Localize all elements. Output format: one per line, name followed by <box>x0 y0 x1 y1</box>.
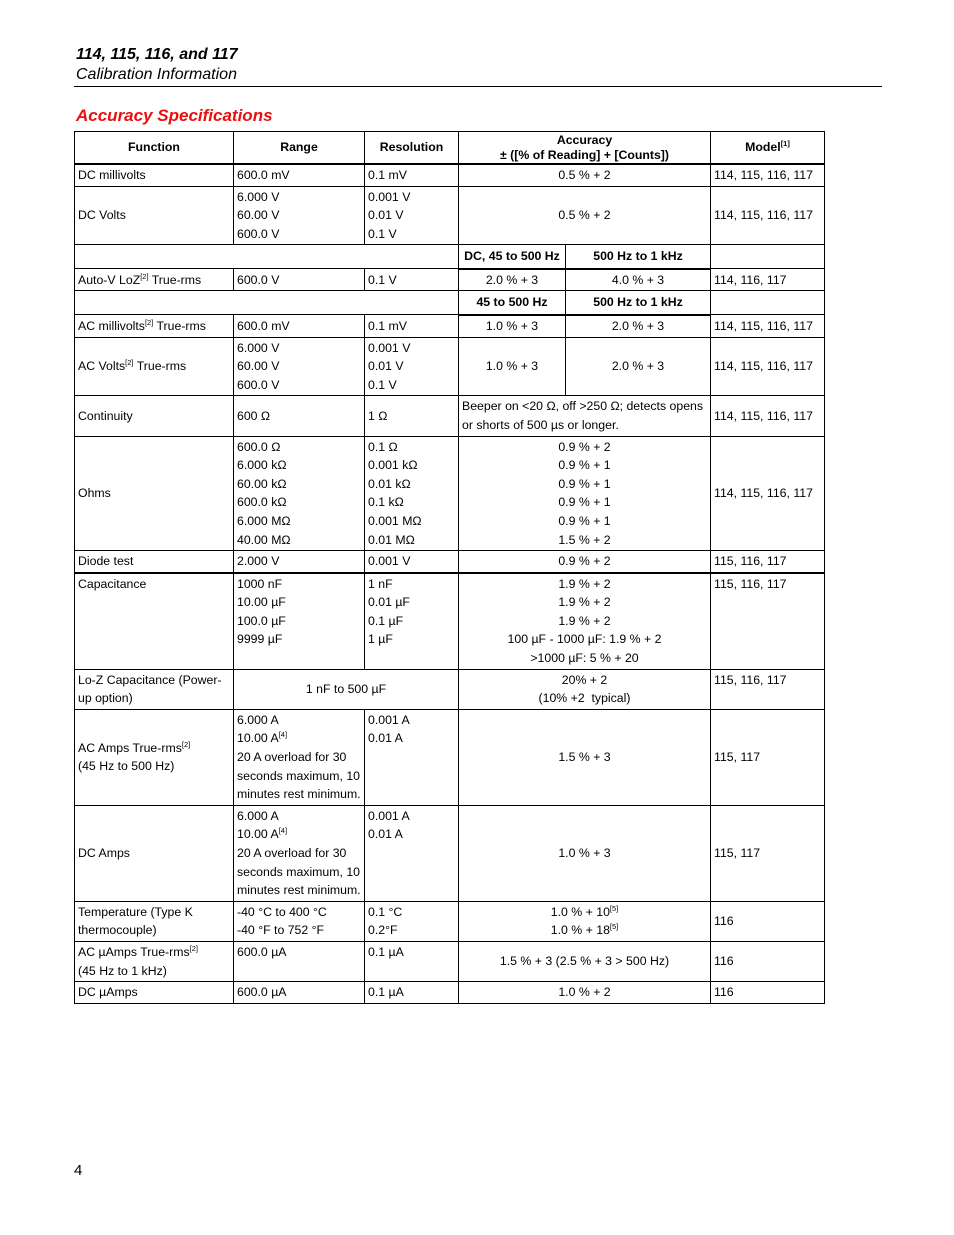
accuracy-value-line <box>462 921 707 940</box>
accuracy-value: 1.0 % + 18 <box>550 923 610 938</box>
resolution-value: 0.1 µF <box>368 613 404 628</box>
function-label-line <box>78 943 230 962</box>
function-cell <box>75 669 234 709</box>
function-label-line <box>78 739 230 758</box>
function-label: thermocouple) <box>78 923 157 938</box>
range-note: 20 A overload for 30 <box>237 750 347 765</box>
col-header-resolution: Resolution <box>365 132 459 165</box>
resolution-value: 0.001 V <box>368 189 411 204</box>
resolution-cell <box>365 186 459 245</box>
model-cell: 115, 116, 117 <box>711 669 825 709</box>
accuracy-header-line2: ± ([% of Reading] + [Counts]) <box>500 147 669 162</box>
range-value: 10.00 µF <box>237 595 286 610</box>
resolution-cell <box>365 901 459 941</box>
range-cell: 1 nF to 500 µF <box>234 669 459 709</box>
range-value: 100.0 µF <box>237 613 286 628</box>
subheader-500hz-1khz: 500 Hz to 1 kHz <box>566 291 711 315</box>
range-cell: 600.0 mV <box>234 315 365 337</box>
accuracy-cell <box>459 436 711 551</box>
empty-cell <box>711 291 825 315</box>
range-value: -40 °F to 752 °F <box>237 923 325 938</box>
accuracy-value: 100 µF - 1000 µF: 1.9 % + 2 <box>507 632 662 647</box>
accuracy-value: 0.9 % + 1 <box>558 513 611 528</box>
function-label: Temperature (Type K <box>78 904 193 919</box>
range-note: 20 A overload for 30 <box>237 846 347 860</box>
resolution-value: 0.01 V <box>368 359 404 374</box>
table-row <box>75 436 825 551</box>
table-row <box>75 269 825 291</box>
range-value: 40.00 MΩ <box>237 532 291 547</box>
function-label: AC Amps True-rms <box>78 740 182 755</box>
accuracy-value: 20% + 2 <box>561 672 608 687</box>
empty-cell <box>75 291 459 315</box>
table-row <box>75 941 825 981</box>
function-cell: Continuity <box>75 396 234 436</box>
accuracy-cell <box>459 573 711 669</box>
model-cell: 114, 115, 116, 117 <box>711 164 825 186</box>
footnote-ref: [2] <box>181 739 191 749</box>
model-cell: 114, 115, 116, 117 <box>711 186 825 245</box>
model-cell: 114, 115, 116, 117 <box>711 315 825 337</box>
page-number: 4 <box>74 1162 83 1179</box>
resolution-cell: 0.1 µA <box>365 941 459 981</box>
range-note: seconds maximum, 10 <box>237 768 361 783</box>
table-header-row <box>75 132 825 165</box>
manual-chapter-title: Calibration Information <box>76 66 237 83</box>
accuracy-value: 0.9 % + 1 <box>558 495 611 510</box>
range-value: 10.00 A <box>237 827 279 842</box>
empty-cell <box>711 245 825 269</box>
function-cell: Capacitance <box>75 573 234 669</box>
range-cell: 2.000 V <box>234 551 365 573</box>
accuracy-cell: 0.5 % + 2 <box>459 186 711 245</box>
function-cell <box>75 269 234 291</box>
accuracy-value: 0.9 % + 1 <box>558 458 611 473</box>
function-cell: DC Amps <box>75 805 234 901</box>
function-qualifier: (45 Hz to 500 Hz) <box>78 759 175 774</box>
range-cell <box>234 186 365 245</box>
range-value-line <box>237 825 361 844</box>
model-cell: 116 <box>711 901 825 941</box>
model-cell: 115, 116, 117 <box>711 551 825 573</box>
range-cell <box>234 337 365 396</box>
resolution-value: 0.01 µF <box>368 595 410 610</box>
resolution-value: 0.01 MΩ <box>368 532 415 547</box>
resolution-value: 0.2°F <box>368 923 398 938</box>
range-value: 6.000 V <box>237 340 280 355</box>
range-note: seconds maximum, 10 <box>237 864 361 879</box>
resolution-value: 1 nF <box>368 576 393 591</box>
range-cell <box>234 573 365 669</box>
accuracy-value: 1.9 % + 2 <box>558 613 611 628</box>
table-row <box>75 669 825 709</box>
function-cell <box>75 709 234 805</box>
function-label: Auto-V LoZ <box>78 272 141 287</box>
table-row <box>75 186 825 245</box>
range-value-line <box>237 729 361 748</box>
accuracy-cell: 1.5 % + 3 <box>459 709 711 805</box>
accuracy-cell <box>459 669 711 709</box>
table-row <box>75 337 825 396</box>
function-cell: DC µAmps <box>75 982 234 1004</box>
range-value: 6.000 A <box>237 808 279 823</box>
range-value: 6.000 V <box>237 189 280 204</box>
resolution-cell: 0.1 V <box>365 269 459 291</box>
accuracy-cell-low-freq: 1.0 % + 3 <box>459 315 566 337</box>
model-cell: 116 <box>711 941 825 981</box>
accuracy-value: 0.9 % + 2 <box>558 439 611 454</box>
accuracy-cell-low-freq: 2.0 % + 3 <box>459 269 566 291</box>
accuracy-line: or shorts of 500 µs or longer. <box>462 417 619 432</box>
col-header-range: Range <box>234 132 365 165</box>
resolution-value: 0.1 V <box>368 226 397 241</box>
accuracy-value: 1.0 % + 10 <box>550 904 610 919</box>
resolution-value: 0.001 A <box>368 808 410 823</box>
model-cell: 115, 116, 117 <box>711 573 825 669</box>
col-header-function: Function <box>75 132 234 165</box>
range-cell <box>234 901 365 941</box>
resolution-value: 0.1 V <box>368 377 397 392</box>
resolution-value: 0.001 kΩ <box>368 458 418 473</box>
function-suffix: True-rms <box>133 359 187 374</box>
footnote-ref: [5] <box>609 922 619 932</box>
function-suffix: True-rms <box>148 272 202 287</box>
resolution-value: 0.01 V <box>368 208 404 223</box>
accuracy-value: 1.5 % + 2 <box>558 532 611 547</box>
header-rule <box>74 86 882 87</box>
table-row <box>75 315 825 337</box>
range-cell: 600.0 µA <box>234 941 365 981</box>
function-cell <box>75 941 234 981</box>
model-cell: 114, 115, 116, 117 <box>711 436 825 551</box>
resolution-cell <box>365 805 459 901</box>
accuracy-value: 1.9 % + 2 <box>558 576 611 591</box>
model-header-label: Model <box>745 140 781 154</box>
table-row <box>75 901 825 941</box>
table-row <box>75 551 825 573</box>
footnote-ref: [2] <box>125 358 134 368</box>
accuracy-cell <box>459 901 711 941</box>
col-header-model <box>711 132 825 165</box>
resolution-value: 0.1 °C <box>368 904 403 919</box>
accuracy-cell <box>459 396 711 436</box>
model-cell: 115, 117 <box>711 709 825 805</box>
accuracy-value: (10% +2 typical) <box>538 691 631 706</box>
accuracy-value: 1.9 % + 2 <box>558 595 611 610</box>
resolution-value: 0.001 A <box>368 712 410 727</box>
empty-cell <box>75 245 459 269</box>
accuracy-cell-high-freq: 2.0 % + 3 <box>566 315 711 337</box>
col-header-accuracy <box>459 132 711 165</box>
range-value: 1000 nF <box>237 576 283 591</box>
function-cell: DC Volts <box>75 186 234 245</box>
table-row <box>75 805 825 901</box>
accuracy-subheader-row <box>75 245 825 269</box>
table-row <box>75 573 825 669</box>
range-cell: 600.0 µA <box>234 982 365 1004</box>
resolution-cell: 0.1 mV <box>365 315 459 337</box>
footnote-ref: [4] <box>278 730 288 740</box>
accuracy-value: >1000 µF: 5 % + 20 <box>530 651 639 666</box>
resolution-value: 0.001 V <box>368 340 411 355</box>
range-cell: 600.0 V <box>234 269 365 291</box>
subheader-45-500hz: 45 to 500 Hz <box>459 291 566 315</box>
footnote-ref: [2] <box>189 943 198 953</box>
model-cell: 114, 115, 116, 117 <box>711 396 825 436</box>
footnote-ref: [2] <box>140 271 149 281</box>
resolution-value: 0.01 kΩ <box>368 476 411 491</box>
accuracy-cell: 0.9 % + 2 <box>459 551 711 573</box>
resolution-cell: 0.001 V <box>365 551 459 573</box>
model-cell: 114, 116, 117 <box>711 269 825 291</box>
accuracy-value-line <box>462 903 707 922</box>
accuracy-cell-high-freq: 2.0 % + 3 <box>566 337 711 396</box>
range-value: 600.0 Ω <box>237 439 281 454</box>
function-label: AC millivolts <box>78 318 145 333</box>
range-note: minutes rest minimum. <box>237 787 361 802</box>
function-cell <box>75 315 234 337</box>
function-label: AC µAmps True-rms <box>78 944 190 959</box>
accuracy-cell-low-freq: 1.0 % + 3 <box>459 337 566 396</box>
table-row <box>75 164 825 186</box>
range-cell <box>234 436 365 551</box>
footnote-ref: [2] <box>144 317 154 327</box>
function-cell: Diode test <box>75 551 234 573</box>
resolution-value: 0.1 kΩ <box>368 495 404 510</box>
accuracy-cell-high-freq: 4.0 % + 3 <box>566 269 711 291</box>
range-cell: 600 Ω <box>234 396 365 436</box>
function-label: AC Volts <box>78 359 126 374</box>
resolution-cell: 0.1 mV <box>365 164 459 186</box>
accuracy-cell: 1.5 % + 3 (2.5 % + 3 > 500 Hz) <box>459 941 711 981</box>
table-row <box>75 396 825 436</box>
resolution-value: 0.01 A <box>368 827 403 842</box>
function-label: up option) <box>78 691 133 706</box>
accuracy-subheader-row <box>75 291 825 315</box>
range-value: 60.00 V <box>237 208 280 223</box>
section-title: Accuracy Specifications <box>76 106 273 125</box>
range-value: 6.000 kΩ <box>237 458 287 473</box>
subheader-500hz-1khz: 500 Hz to 1 kHz <box>566 245 711 269</box>
range-value: 60.00 kΩ <box>237 476 287 491</box>
function-qualifier: (45 Hz to 1 kHz) <box>78 963 167 978</box>
range-value: 60.00 V <box>237 359 280 374</box>
footnote-ref: [4] <box>278 826 288 836</box>
range-value: 6.000 MΩ <box>237 513 291 528</box>
table-row <box>75 982 825 1004</box>
resolution-cell: 1 Ω <box>365 396 459 436</box>
resolution-cell: 0.1 µA <box>365 982 459 1004</box>
model-cell: 115, 117 <box>711 805 825 901</box>
resolution-value: 1 µF <box>368 632 393 647</box>
function-label: Lo-Z Capacitance (Power- <box>78 672 222 687</box>
accuracy-cell: 1.0 % + 3 <box>459 805 711 901</box>
range-cell: 600.0 mV <box>234 164 365 186</box>
function-cell <box>75 901 234 941</box>
accuracy-cell: 0.5 % + 2 <box>459 164 711 186</box>
function-suffix: True-rms <box>153 318 206 333</box>
range-value: 9999 µF <box>237 632 283 647</box>
resolution-cell <box>365 337 459 396</box>
accuracy-line: Beeper on <20 Ω, off >250 Ω; detects opens <box>462 399 704 414</box>
range-value: 10.00 A <box>237 731 279 746</box>
subheader-dc-45-500hz: DC, 45 to 500 Hz <box>459 245 566 269</box>
function-cell: DC millivolts <box>75 164 234 186</box>
function-cell: Ohms <box>75 436 234 551</box>
table-row <box>75 709 825 805</box>
range-cell <box>234 709 365 805</box>
range-value: 600.0 V <box>237 377 280 392</box>
resolution-cell <box>365 573 459 669</box>
manual-model-title: 114, 115, 116, and 117 <box>76 46 238 63</box>
model-footnote-ref: [1] <box>780 139 790 148</box>
resolution-value: 0.001 MΩ <box>368 513 422 528</box>
accuracy-header-line1: Accuracy <box>556 132 613 147</box>
model-cell: 116 <box>711 982 825 1004</box>
footnote-ref: [5] <box>609 903 619 913</box>
accuracy-value: 0.9 % + 1 <box>558 476 611 491</box>
range-value: 600.0 V <box>237 226 280 241</box>
resolution-value: 0.01 A <box>368 731 403 746</box>
resolution-cell <box>365 436 459 551</box>
model-cell: 114, 115, 116, 117 <box>711 337 825 396</box>
accuracy-cell: 1.0 % + 2 <box>459 982 711 1004</box>
range-value: 6.000 A <box>237 712 279 727</box>
range-value: 600.0 kΩ <box>237 495 287 510</box>
resolution-cell <box>365 709 459 805</box>
resolution-value: 0.1 Ω <box>368 439 398 454</box>
range-cell <box>234 805 365 901</box>
range-value: -40 °C to 400 °C <box>237 904 327 919</box>
range-note: minutes rest minimum. <box>237 883 361 898</box>
accuracy-spec-table <box>74 131 825 1004</box>
function-cell <box>75 337 234 396</box>
